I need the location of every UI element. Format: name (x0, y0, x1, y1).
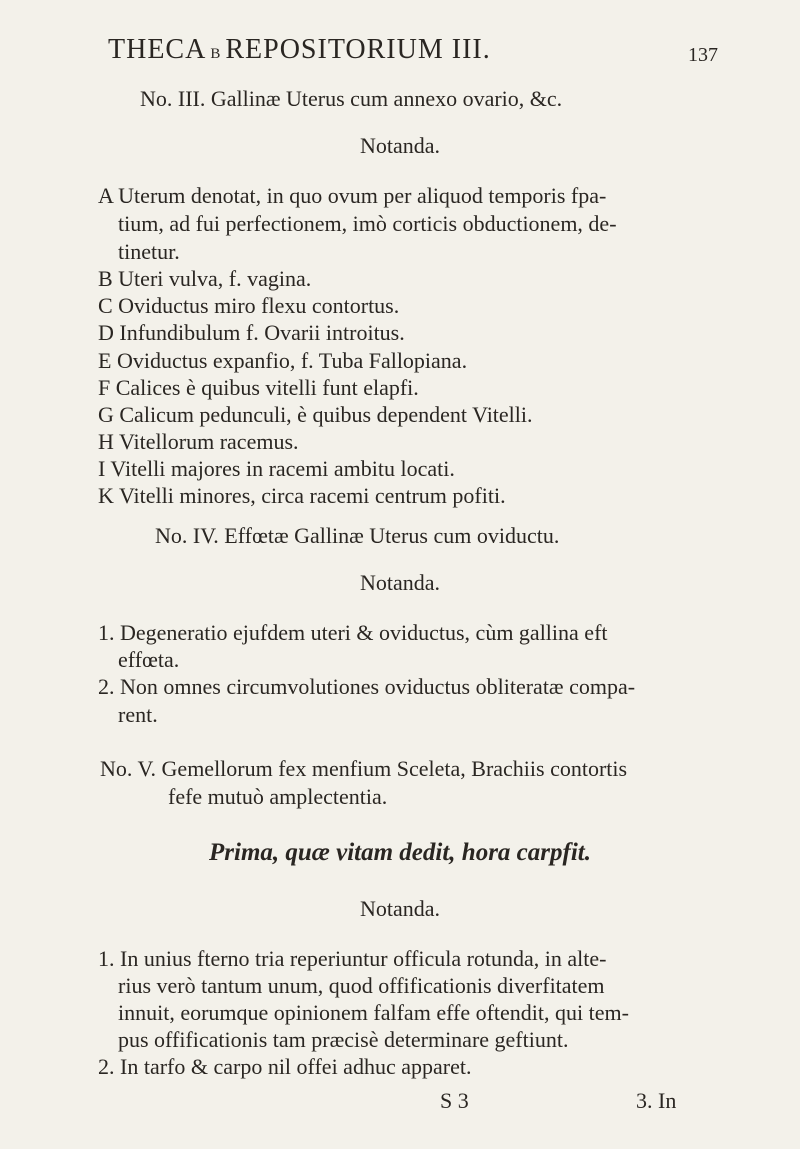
text-line: C Oviductus miro flexu contortus. (98, 293, 400, 318)
text-line: pus offificationis tam præcisè determinare geftiunt. (118, 1027, 569, 1052)
notanda-heading: Notanda. (359, 133, 441, 158)
text-line: E Oviductus expanfio, f. Tuba Fallopiana. (98, 348, 468, 373)
text-line: 1. In unius fterno tria reperiuntur officula rotunda, in alte- (98, 946, 607, 971)
text-line: A Uterum denotat, in quo ovum per aliquod temporis fpa- (98, 183, 607, 208)
text-line: tinetur. (118, 239, 180, 264)
signature-mark: S 3 (440, 1088, 469, 1113)
page-number: 137 (688, 44, 718, 66)
text-line: I Vitelli majores in racemi ambitu locati. (98, 456, 455, 481)
text-line: 2. In tarfo & carpo nil offei adhuc apparet. (98, 1054, 472, 1079)
text-line: K Vitelli minores, circa racemi centrum pofiti. (98, 483, 506, 508)
header-title (108, 34, 491, 66)
text-line: 1. Degeneratio ejufdem uteri & oviductus, cùm gallina eft (98, 620, 608, 645)
motto: Prima, quæ vitam dedit, hora carpfit. (209, 839, 591, 866)
section-heading: No. V. Gemellorum fex menfium Sceleta, Brachiis contortis (100, 756, 628, 781)
text-line: tium, ad fui perfectionem, imò corticis obductionem, de- (118, 211, 617, 236)
notanda-heading: Notanda. (359, 570, 441, 595)
text-line: rent. (118, 702, 158, 727)
text-line: D Infundibulum f. Ovarii introitus. (98, 320, 405, 345)
section-heading: No. IV. Effœtæ Gallinæ Uterus cum oviductu. (155, 523, 560, 548)
catchword: 3. In (636, 1088, 677, 1113)
running-header (108, 34, 718, 74)
text-line: effœta. (118, 647, 180, 672)
text-line: F Calices è quibus vitelli funt elapfi. (98, 375, 419, 400)
section-heading: No. III. Gallinæ Uterus cum annexo ovario, &c. (140, 86, 563, 111)
header-title-part2: REPOSITORIUM III. (225, 34, 491, 65)
text-line: 2. Non omnes circumvolutiones oviductus obliteratæ compa- (98, 674, 636, 699)
header-title-part1: THECA (108, 34, 207, 65)
text-line: G Calicum pedunculi, è quibus dependent Vitelli. (98, 402, 533, 427)
text-line: H Vitellorum racemus. (98, 429, 299, 454)
header-marker: B (210, 46, 222, 62)
section-heading-cont: fefe mutuò amplectentia. (168, 784, 388, 809)
text-line: B Uteri vulva, f. vagina. (98, 266, 312, 291)
text-line: innuit, eorumque opinionem falfam effe oftendit, qui tem- (118, 1000, 629, 1025)
text-line: rius verò tantum unum, quod offificationis diverfitatem (118, 973, 605, 998)
notanda-heading: Notanda. (359, 896, 441, 921)
